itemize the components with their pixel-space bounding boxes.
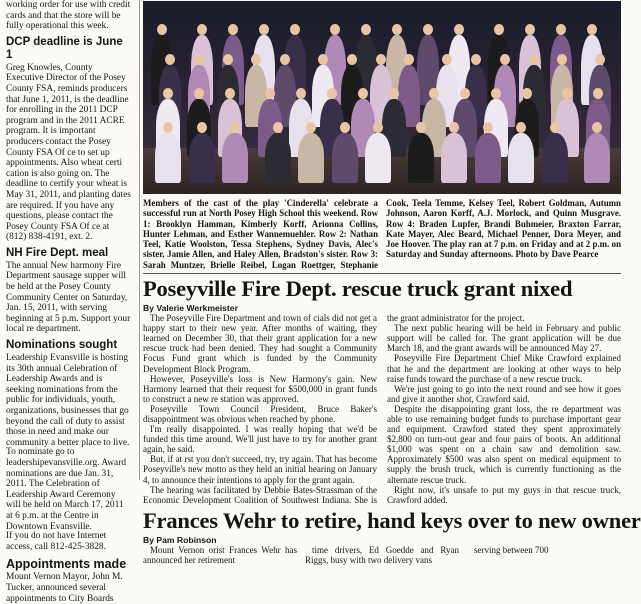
brief-nominations xyxy=(6,339,132,552)
brief-dcp-heading: DCP deadline is June 1 xyxy=(6,35,123,61)
cast-member-head xyxy=(163,88,173,99)
story-paragraph: Despite the disappointing grant loss, the re department was able to use remaining budget funds to purchase important gear and equipment. Crawford stated they spent approximately $2,800 on turn-out gear and four pairs of boots. An additional $1,000 was spent on a chain saw and demolition saw. Approximately $500 was also spent on medical equipment to supply the brush truck, which is currently functioning as the alternate rescue truck. xyxy=(387,403,621,485)
cast-member-figure xyxy=(298,133,324,183)
cast-member-head xyxy=(230,122,240,133)
cast-member-figure xyxy=(475,133,501,183)
cast-member-head xyxy=(587,24,597,35)
cast-member-head xyxy=(460,88,470,99)
cast-member-head xyxy=(163,122,173,133)
cast-member-head xyxy=(389,88,399,99)
cast-member-head xyxy=(525,24,535,35)
brief-dcp-body: Greg Knowles, County Executive Director of the Posey County FSA, reminds producers that June 1, 2011, is the deadline for enrolling in the 2011 DCP program and in the 2011 ACRE program. It is important producers contact the Posey County FSA Of ce to set up appointments. Also wheat certi cation is also going on. The deadline to certify your wheat is May 31, 2011, and planting dates are required. If you have any questions, please contact the Posey County FSA Of ce at (812) 838-4191, ext. 2. xyxy=(6,62,131,243)
cast-photo xyxy=(143,1,621,194)
story-2-byline: By Pam Robinson xyxy=(143,534,217,545)
cast-member-head xyxy=(273,122,283,133)
cast-member-head xyxy=(595,54,605,65)
story-paragraph: Poseyville Fire Department Chief Mike Crawford explained that he and the department are looking at other ways to help raise funds toward the purchase of a new rescue truck. xyxy=(387,353,621,384)
brief-nominations-body-3: If you do not have Internet access, call 812-425-3828. xyxy=(6,531,107,552)
cast-member-head xyxy=(471,54,481,65)
brief-nominations-heading: Nominations sought xyxy=(6,339,118,352)
cast-member-head xyxy=(556,24,566,35)
story-paragraph: The Poseyville Fire Department and town of cials did not get a happy start to their new year. After months of waiting, they learned on December 30, that their grant application for a new rescue truck had been denied. They had sought a Community Focus Fund grant which is funded by the Community Development Block Program. xyxy=(143,313,377,374)
brief-appointments-heading: Appointments made xyxy=(6,557,127,572)
cast-member-head xyxy=(197,24,207,35)
cast-member-head xyxy=(376,54,386,65)
story-paragraph: time drivers, Ed Goedde and Ryan Riggs, busy with two delivery vans xyxy=(305,544,459,565)
cast-member-head xyxy=(347,54,357,65)
cast-member-head xyxy=(330,24,340,35)
sidebar-briefs xyxy=(0,0,136,604)
headline-rule xyxy=(143,273,621,274)
brief-appointments xyxy=(6,558,132,604)
cast-member-head xyxy=(550,122,560,133)
cast-member-head xyxy=(491,88,501,99)
sidebar-intro-text: working order for use with credit cards and that the store will be fully operational this week. xyxy=(6,0,131,32)
brief-nominations-body-2: To nominate go to leadershipevansville.org. Award nominations are due Jan. 31, 2011. The Celebration of Leadership Award Ceremony will be held on March 17, 2011 at 6 p.m. at the Centre in Downtown Evansville. xyxy=(6,447,127,532)
photo-caption: Members of the cast of the play 'Cinderella' celebrate a successful run at North Posey High School this weekend. Row 1: Brooklyn Hamman, Kimberly Korff, Arionna Collins, Hunter Lehman, and Esther Wannemuehler. Row 2: Nathan Teel, Katie Woolston, Tessa Stephens, Sydney Davis, Alec's sister, Jamie Allen, and Haley Allen, Bradston's sister. Row 3: Sarah Muntzer, Brielle Reibel, Logan Roettger, Stephanie Cook, Teela Temme, Kelsey Teel, Robert Goldman, Autumn Johnson, Aaron Korff, A.J. Morlock, and Quinn Musgrave. Row 4: Braden Lupfer, Brandi Buhmeier, Braxton Farrar, Kate Mayer, Alec Beard, Michael Penner, Dora Meyer, and Joe Hoover. The play ran at 7 p.m. on Friday and at 2 p.m. on Saturday and Sunday afternoons. Photo by Dave Pearce xyxy=(143,198,621,270)
story-paragraph: We're just going to go into the next round and see how it goes and give it another shot, Crawford said. xyxy=(387,383,621,404)
cast-member-head xyxy=(194,88,204,99)
story-paragraph: The hearing was facilitated by Debbie Bates-Strassman of the Economic Development Coalition of Southwest Indiana. She is the grant administrator for the project. xyxy=(143,313,525,505)
cast-member-head xyxy=(416,122,426,133)
cast-member-head xyxy=(404,54,414,65)
cast-member-figure xyxy=(189,133,215,183)
story-paragraph: However, Poseyville's loss is New Harmony's gain. New Harmony learned that their request for $500,000 in grant funds to construct a new re station was approved. xyxy=(143,373,377,404)
brief-dcp xyxy=(6,36,132,243)
story-1-body xyxy=(143,313,621,505)
cast-member-figure xyxy=(365,133,391,183)
story-paragraph: serving between 700 xyxy=(474,544,549,555)
cast-member-figure xyxy=(408,133,434,183)
cast-member-head xyxy=(165,54,175,65)
cast-member-figure xyxy=(265,133,291,183)
cast-member-head xyxy=(318,54,328,65)
cast-member-head xyxy=(197,122,207,133)
cast-member-figure xyxy=(332,133,358,183)
story-1-headline: Poseyville Fire Dept. rescue truck grant nixed xyxy=(143,276,573,302)
brief-nh-fire-body: The annual New harmony Fire Department sausage supper will be held at the Posey County Community Center on Saturday, Jan. 15, 2011, with serving beginning at 5 p.m. Support your local re department. xyxy=(6,260,131,335)
cast-member-figure xyxy=(542,133,568,183)
story-2-headline: Frances Wehr to retire, hand keys over to new owner xyxy=(143,507,641,533)
cast-member-head xyxy=(228,24,238,35)
cast-member-head xyxy=(593,88,603,99)
brief-nominations-body-1: Leadership Evansville is hosting its 30th annual Celebration of Leadership Awards and is seeking nominations from the public for individuals, youth, organizations, businesses that go beyond the call of duty to assist those in need and make our community a better place to live. xyxy=(6,353,130,448)
brief-nh-fire xyxy=(6,247,132,335)
cast-member-figure xyxy=(155,133,181,183)
cast-member-head xyxy=(454,24,464,35)
brief-nh-fire-heading: NH Fire Dept. meal xyxy=(6,246,109,259)
cast-member-head xyxy=(500,54,510,65)
cast-member-head xyxy=(361,24,371,35)
story-paragraph: I'm really disappointed. I was really hoping that we'd be funded this time around. We'll just have to try for another grant again, he said. xyxy=(143,424,377,455)
cast-member-head xyxy=(429,88,439,99)
main-column xyxy=(143,0,641,565)
story-paragraph: But, if at rst you don't succeed, try, try again. That has become Poseyville's new motto as they held an initial hearing on January 4, to announce their intentions to apply for the grant again. xyxy=(143,454,377,485)
cast-member-head xyxy=(423,24,433,35)
brief-appointments-body: Mount Vernon Mayor, John M. Tucker, announced several appointments to City Boards xyxy=(6,572,123,604)
cast-member-head xyxy=(562,88,572,99)
story-paragraph: Poseyville Town Council President, Bruce Baker's disappointment was obvious when reached by phone. xyxy=(143,403,377,425)
cast-member-head xyxy=(306,122,316,133)
cast-member-figure xyxy=(441,133,467,183)
cast-member-head xyxy=(225,88,235,99)
story-paragraph: Right now, it's unsafe to put my guys in that rescue truck, Crawford added. xyxy=(387,484,621,505)
cast-member-head xyxy=(340,122,350,133)
story-paragraph: Mount Vernon orist Frances Wehr has announced her retirement xyxy=(143,544,297,565)
cast-member-head xyxy=(327,88,337,99)
cast-member-head xyxy=(529,54,539,65)
cast-member-figure xyxy=(222,133,248,183)
cast-member-head xyxy=(494,24,504,35)
story-2-body xyxy=(143,545,621,565)
cast-member-head xyxy=(265,88,275,99)
column-divider xyxy=(139,0,140,480)
cast-member-head xyxy=(392,24,402,35)
cast-member-head xyxy=(223,54,233,65)
cast-member-head xyxy=(296,88,306,99)
cast-member-figure xyxy=(508,133,534,183)
cast-member-head xyxy=(290,24,300,35)
cast-member-head xyxy=(358,88,368,99)
cast-member-head xyxy=(194,54,204,65)
story-paragraph: The next public hearing will be held in February and public support will be called for. The grant application will be due March 18, and the grant awards will be announced May 27. xyxy=(387,323,621,354)
cast-member-head xyxy=(483,122,493,133)
cast-member-figure xyxy=(584,133,610,183)
story-1-byline: By Valerie Werkmeister xyxy=(143,303,238,314)
cast-member-head xyxy=(157,24,167,35)
cast-member-head xyxy=(522,88,532,99)
cast-member-head xyxy=(259,24,269,35)
